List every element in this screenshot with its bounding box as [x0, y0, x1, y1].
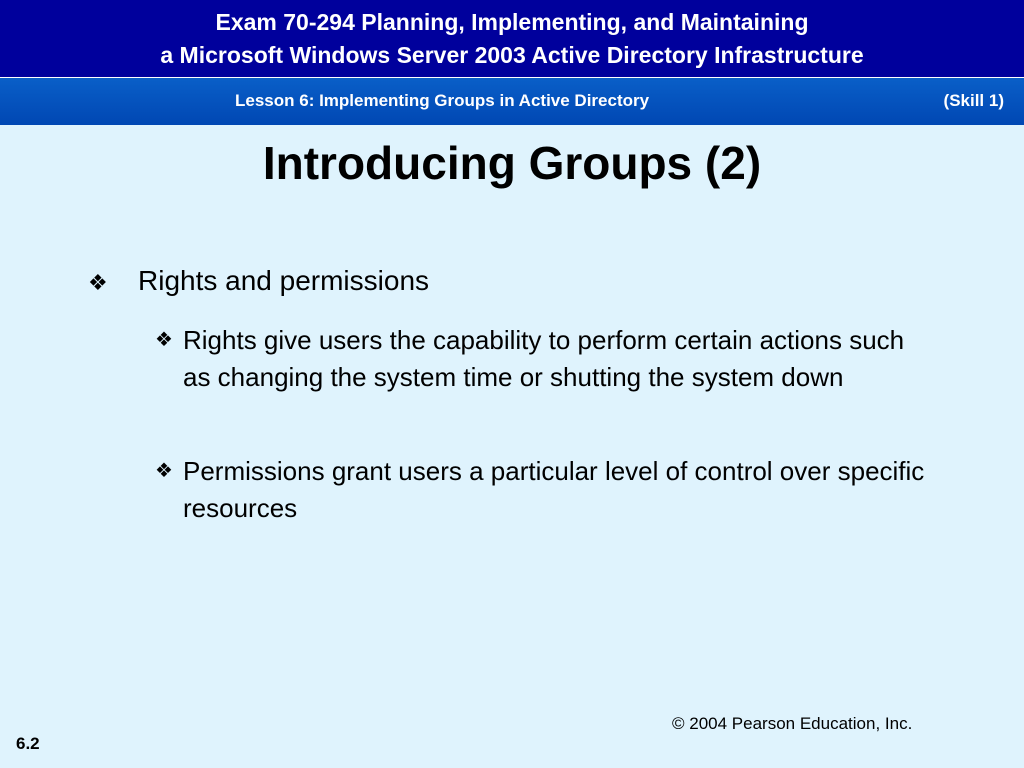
diamond-bullet-icon: ❖ — [88, 270, 108, 295]
bullet-text: Rights and permissions — [138, 265, 430, 296]
lesson-title: Lesson 6: Implementing Groups in Active Directory — [235, 91, 650, 110]
copyright-notice: © 2004 Pearson Education, Inc. — [672, 714, 913, 733]
sub-bullet-item — [155, 453, 935, 527]
page-number: 6.2 — [16, 734, 40, 753]
skill-label: (Skill 1) — [943, 91, 1004, 110]
diamond-bullet-icon: ❖ — [155, 329, 173, 351]
slide-title: Introducing Groups (2) — [262, 137, 762, 189]
slide-header — [0, 0, 1024, 78]
sub-bullet-text: Permissions grant users a particular level of control over specific resources — [183, 456, 925, 523]
sub-bullet-text: Rights give users the capability to perform certain actions such as changing the system time or shutting the system down — [183, 325, 905, 392]
sub-bullet-item — [155, 322, 935, 396]
header-title-line-1: Exam 70-294 Planning, Implementing, and Maintaining — [215, 9, 809, 35]
header-title-line-2: a Microsoft Windows Server 2003 Active Directory Infrastructure — [160, 42, 864, 68]
bullet-item — [88, 263, 429, 301]
lesson-bar — [0, 78, 1024, 125]
diamond-bullet-icon: ❖ — [155, 460, 173, 482]
